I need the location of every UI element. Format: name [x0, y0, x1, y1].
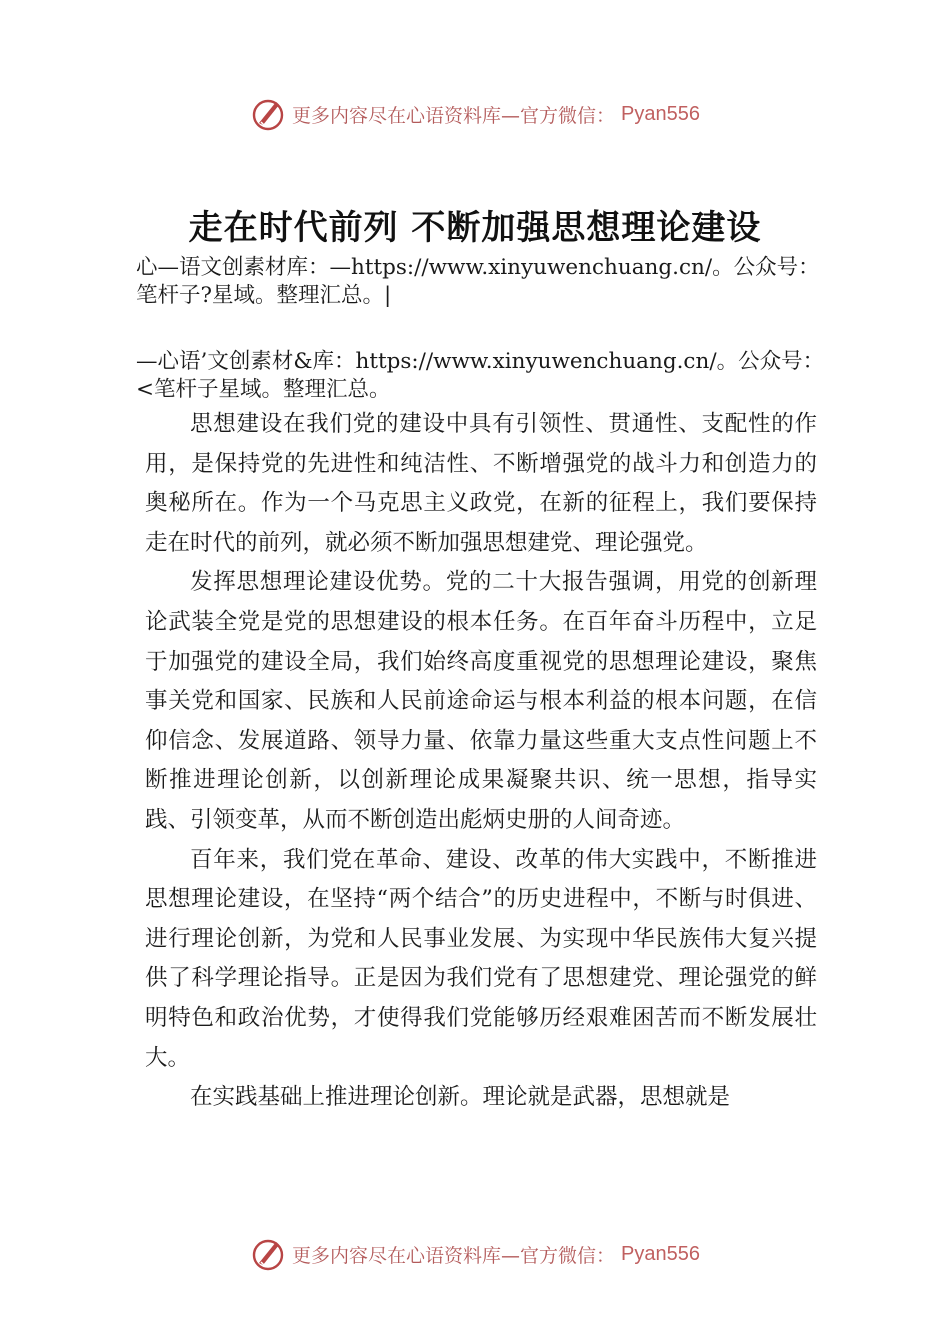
body-paragraph: 百年来，我们党在革命、建设、改革的伟大实践中，不断推进思想理论建设，在坚持“两个结合”的历史进程中，不断与时俱进、进行理论创新，为党和人民事业发展、为实现中华民族伟大复兴提供了科学理论指导。正是因为我们党有了思想建党、理论强党的鲜明特色和政治优势，才使得我们党能够历经艰难困苦而不断发展壮大。 — [145, 846, 817, 1071]
document-body — [145, 405, 817, 1118]
body-paragraph: 在实践基础上推进理论创新。理论就是武器，思想就是 — [190, 1084, 731, 1111]
footer-banner — [0, 1236, 950, 1272]
body-paragraph: 发挥思想理论建设优势。党的二十大报告强调，用党的创新理论武装全党是党的思想建设的根本任务。在百年奋斗历程中，立足于加强党的建设全局，我们始终高度重视党的思想理论建设，聚焦事关党和国家、民族和人民前途命运与根本利益的根本问题，在信仰信念、发展道路、领导力量、依靠力量这些重大支点性问题上不断推进理论创新，以创新理论成果凝聚共识、统一思想，指导实践、引领变革，从而不断创造出彪炳史册的人间奇迹。 — [145, 569, 817, 833]
source-line: —心语’文创素材&库：https://www.xinyuwenchuang.cn/。公众号：<笔杆子星域。整理汇总。 — [136, 349, 825, 402]
banner-text: 更多内容尽在心语资料库—官方微信： — [292, 104, 616, 127]
source-line: 心—语文创素材库：—https://www.xinyuwenchuang.cn/。公众号：笔杆子?星域。整理汇总。| — [136, 255, 820, 308]
header-banner — [0, 96, 950, 132]
quill-logo-icon — [250, 96, 286, 132]
document-title: 走在时代前列 不断加强思想理论建设 — [188, 208, 762, 248]
body-paragraph: 思想建设在我们党的建设中具有引领性、贯通性、支配性的作用，是保持党的先进性和纯洁性、不断增强党的战斗力和创造力的奥秘所在。作为一个马克思主义政党，在新的征程上，我们要保持走在时代的前列，就必须不断加强思想建党、理论强党。 — [145, 411, 817, 556]
wechat-id: Pyan556 — [621, 1242, 700, 1265]
wechat-id: Pyan556 — [621, 102, 700, 125]
quill-logo-icon — [250, 1236, 286, 1272]
banner-text: 更多内容尽在心语资料库—官方微信： — [292, 1244, 616, 1267]
